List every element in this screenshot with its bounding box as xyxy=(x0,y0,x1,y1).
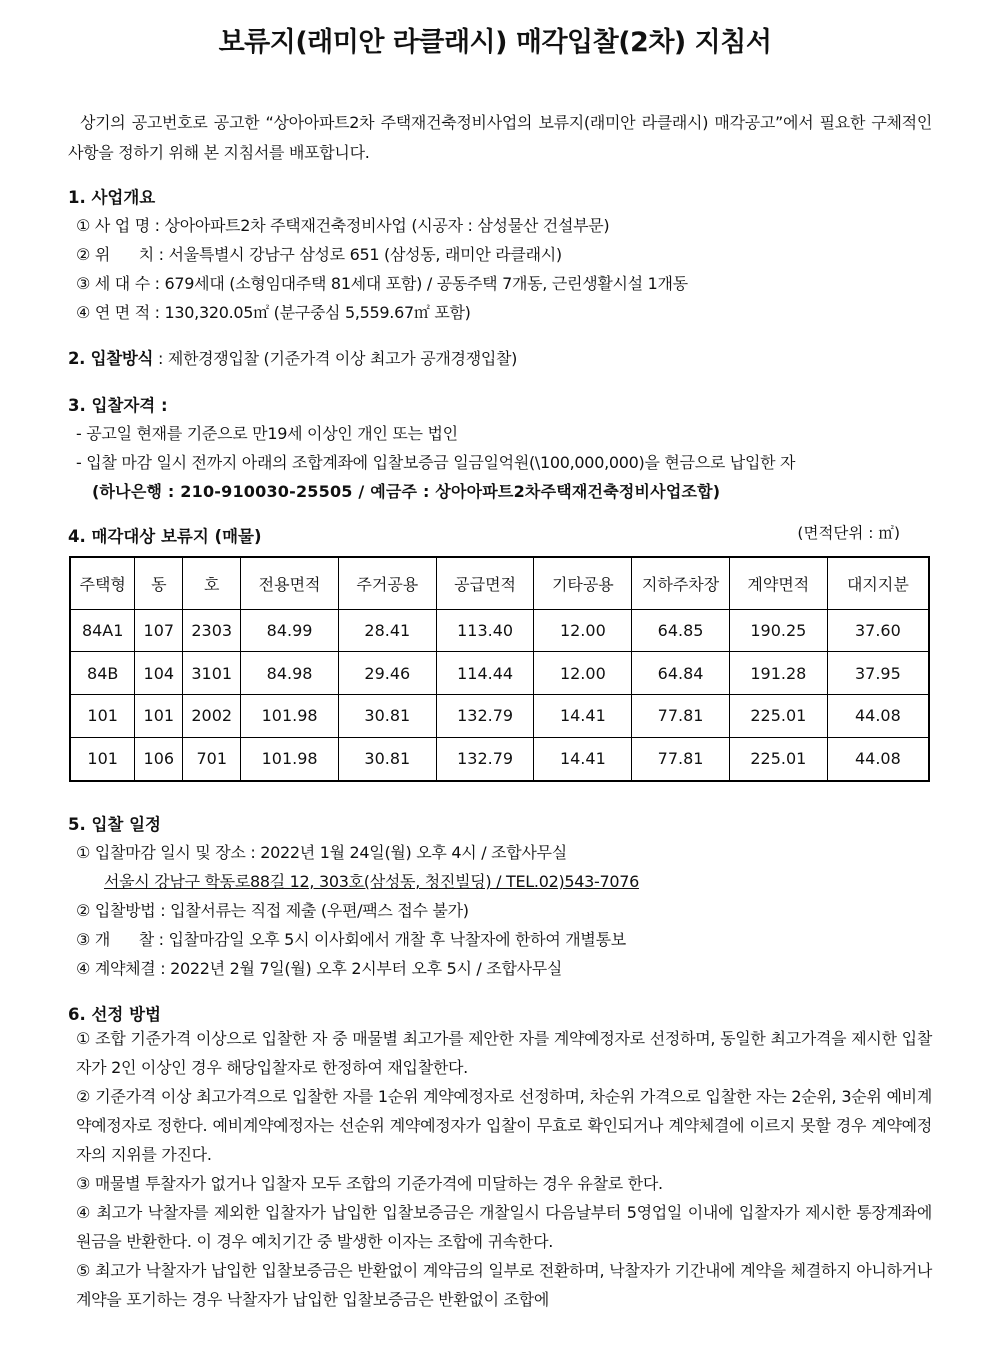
table-cell: 77.81 xyxy=(632,737,730,781)
table-cell: 3101 xyxy=(183,652,241,695)
table-header: 동 xyxy=(135,557,183,609)
document-title: 보류지(래미안 라클래시) 매각입찰(2차) 지침서 xyxy=(218,27,772,58)
section-2-title: 2. 입찰방식 xyxy=(68,349,154,368)
table-cell: 225.01 xyxy=(729,695,827,738)
table-cell: 113.40 xyxy=(436,609,534,652)
table-header: 기타공용 xyxy=(534,557,632,609)
table-header: 공급면적 xyxy=(436,557,534,609)
s6-item-5: ⑤ 최고가 낙찰자가 납입한 입찰보증금은 반환없이 계약금의 일부로 전환하며, 낙찰자가 기간내에 계약을 체결하지 아니하거나 계약을 포기하는 경우 낙찰자가 납입한 입찰보증금은 반환없이 조합에 xyxy=(76,1261,932,1309)
table-cell: 191.28 xyxy=(729,652,827,695)
s3-item-1: - 공고일 현재를 기준으로 만19세 이상인 개인 또는 법인 xyxy=(76,424,458,443)
table-cell: 114.44 xyxy=(436,652,534,695)
table-cell: 29.46 xyxy=(338,652,436,695)
table-cell: 84.98 xyxy=(241,652,339,695)
section-6-title: 6. 선정 방법 xyxy=(68,1005,161,1024)
table-cell: 2002 xyxy=(183,695,241,738)
section-1-title: 1. 사업개요 xyxy=(68,188,156,207)
section-3-title: 3. 입찰자격 : xyxy=(68,396,168,415)
s6-item-4: ④ 최고가 낙찰자를 제외한 입찰자가 납입한 입찰보증금은 개찰일시 다음날부터 5영업일 이내에 입찰자가 제시한 통장계좌에 원금을 반환한다. 이 경우 예치기간 중 발생한 이자는 조합에 귀속한다. xyxy=(76,1203,932,1251)
table-cell: 132.79 xyxy=(436,737,534,781)
s1-item-3: ③ 세 대 수 : 679세대 (소형임대주택 81세대 포함) / 공동주택 7개동, 근린생활시설 1개동 xyxy=(76,274,688,293)
table-cell: 101.98 xyxy=(241,695,339,738)
s3-item-2: - 입찰 마감 일시 전까지 아래의 조합계좌에 입찰보증금 일금일억원(\100,000,000)을 현금으로 납입한 자 xyxy=(76,453,796,472)
s5-item-2: ② 입찰방법 : 입찰서류는 직접 제출 (우편/팩스 접수 불가) xyxy=(76,901,469,920)
section-5-title: 5. 입찰 일정 xyxy=(68,815,161,834)
table-header-row xyxy=(70,557,929,609)
table-cell: 44.08 xyxy=(827,695,929,738)
s3-account: (하나은행 : 210-910030-25505 / 예금주 : 상아아파트2차주택재건축정비사업조합) xyxy=(92,482,721,501)
table-cell: 37.95 xyxy=(827,652,929,695)
table-cell: 84A1 xyxy=(70,609,135,652)
section-2-text: : 제한경쟁입찰 (기준가격 이상 최고가 공개경쟁입찰) xyxy=(153,349,518,368)
s5-item-3: ③ 개 찰 : 입찰마감일 오후 5시 이사회에서 개찰 후 낙찰자에 한하여 개별통보 xyxy=(76,930,626,949)
table-row xyxy=(70,652,929,695)
table-cell: 12.00 xyxy=(534,652,632,695)
table-cell: 28.41 xyxy=(338,609,436,652)
table-header: 호 xyxy=(183,557,241,609)
table-row xyxy=(70,737,929,781)
table-cell: 104 xyxy=(135,652,183,695)
intro-paragraph: 상기의 공고번호로 공고한 “상아아파트2차 주택재건축정비사업의 보류지(래미안 라클래시) 매각공고”에서 필요한 구체적인 사항을 정하기 위해 본 지침서를 배포합니다. xyxy=(68,113,932,162)
table-cell: 14.41 xyxy=(534,695,632,738)
table-cell: 30.81 xyxy=(338,737,436,781)
table-cell: 101 xyxy=(135,695,183,738)
table-header: 지하주차장 xyxy=(632,557,730,609)
table-cell: 77.81 xyxy=(632,695,730,738)
s6-item-3: ③ 매물별 투찰자가 없거나 입찰자 모두 조합의 기준가격에 미달하는 경우 유찰로 한다. xyxy=(76,1174,663,1193)
table-cell: 106 xyxy=(135,737,183,781)
table-cell: 701 xyxy=(183,737,241,781)
table-cell: 84B xyxy=(70,652,135,695)
table-cell: 107 xyxy=(135,609,183,652)
section-4-title: 4. 매각대상 보류지 (매물) xyxy=(68,527,262,546)
table-cell: 64.84 xyxy=(632,652,730,695)
s1-item-2: ② 위 치 : 서울특별시 강남구 삼성로 651 (삼성동, 래미안 라클래시) xyxy=(76,245,562,264)
property-table xyxy=(69,556,930,782)
table-cell: 225.01 xyxy=(729,737,827,781)
table-header: 주택형 xyxy=(70,557,135,609)
s5-item-1-address: 서울시 강남구 학동로88길 12, 303호(삼성동, 청진빌딩) / TEL.02)543-7076 xyxy=(104,872,640,891)
table-cell: 30.81 xyxy=(338,695,436,738)
table-cell: 101 xyxy=(70,695,135,738)
s6-item-2: ② 기준가격 이상 최고가격으로 입찰한 자를 1순위 계약예정자로 선정하며, 차순위 가격으로 입찰한 자는 2순위, 3순위 예비계약예정자로 정한다. 예비계약예정자는 선순위 계약예정자가 입찰이 무효로 확인되거나 계약체결에 이르지 못할 경우 계약예정자의 지위를 가진다. xyxy=(76,1087,932,1164)
table-cell: 64.85 xyxy=(632,609,730,652)
table-cell: 12.00 xyxy=(534,609,632,652)
table-cell: 37.60 xyxy=(827,609,929,652)
table-cell: 101 xyxy=(70,737,135,781)
table-header: 대지지분 xyxy=(827,557,929,609)
table-header: 전용면적 xyxy=(241,557,339,609)
section-2 xyxy=(68,345,517,369)
s1-item-4: ④ 연 면 적 : 130,320.05㎡ (분구중심 5,559.67㎡ 포함) xyxy=(76,303,471,322)
table-row xyxy=(70,609,929,652)
table-cell: 84.99 xyxy=(241,609,339,652)
table-cell: 2303 xyxy=(183,609,241,652)
table-header: 주거공용 xyxy=(338,557,436,609)
table-cell: 132.79 xyxy=(436,695,534,738)
table-cell: 101.98 xyxy=(241,737,339,781)
table-row xyxy=(70,695,929,738)
s1-item-1: ① 사 업 명 : 상아아파트2차 주택재건축정비사업 (시공자 : 삼성물산 건설부문) xyxy=(76,216,610,235)
s5-item-1: ① 입찰마감 일시 및 장소 : 2022년 1월 24일(월) 오후 4시 / 조합사무실 xyxy=(76,843,567,862)
table-cell: 14.41 xyxy=(534,737,632,781)
s6-item-1: ① 조합 기준가격 이상으로 입찰한 자 중 매물별 최고가를 제안한 자를 계약예정자로 선정하며, 동일한 최고가격을 제시한 입찰자가 2인 이상인 경우 해당입찰자로 한정하여 재입찰한다. xyxy=(76,1029,932,1077)
table-cell: 44.08 xyxy=(827,737,929,781)
s5-item-4: ④ 계약체결 : 2022년 2월 7일(월) 오후 2시부터 오후 5시 / 조합사무실 xyxy=(76,959,563,978)
table-header: 계약면적 xyxy=(729,557,827,609)
table-cell: 190.25 xyxy=(729,609,827,652)
area-unit-note: (면적단위 : ㎡) xyxy=(797,524,900,542)
